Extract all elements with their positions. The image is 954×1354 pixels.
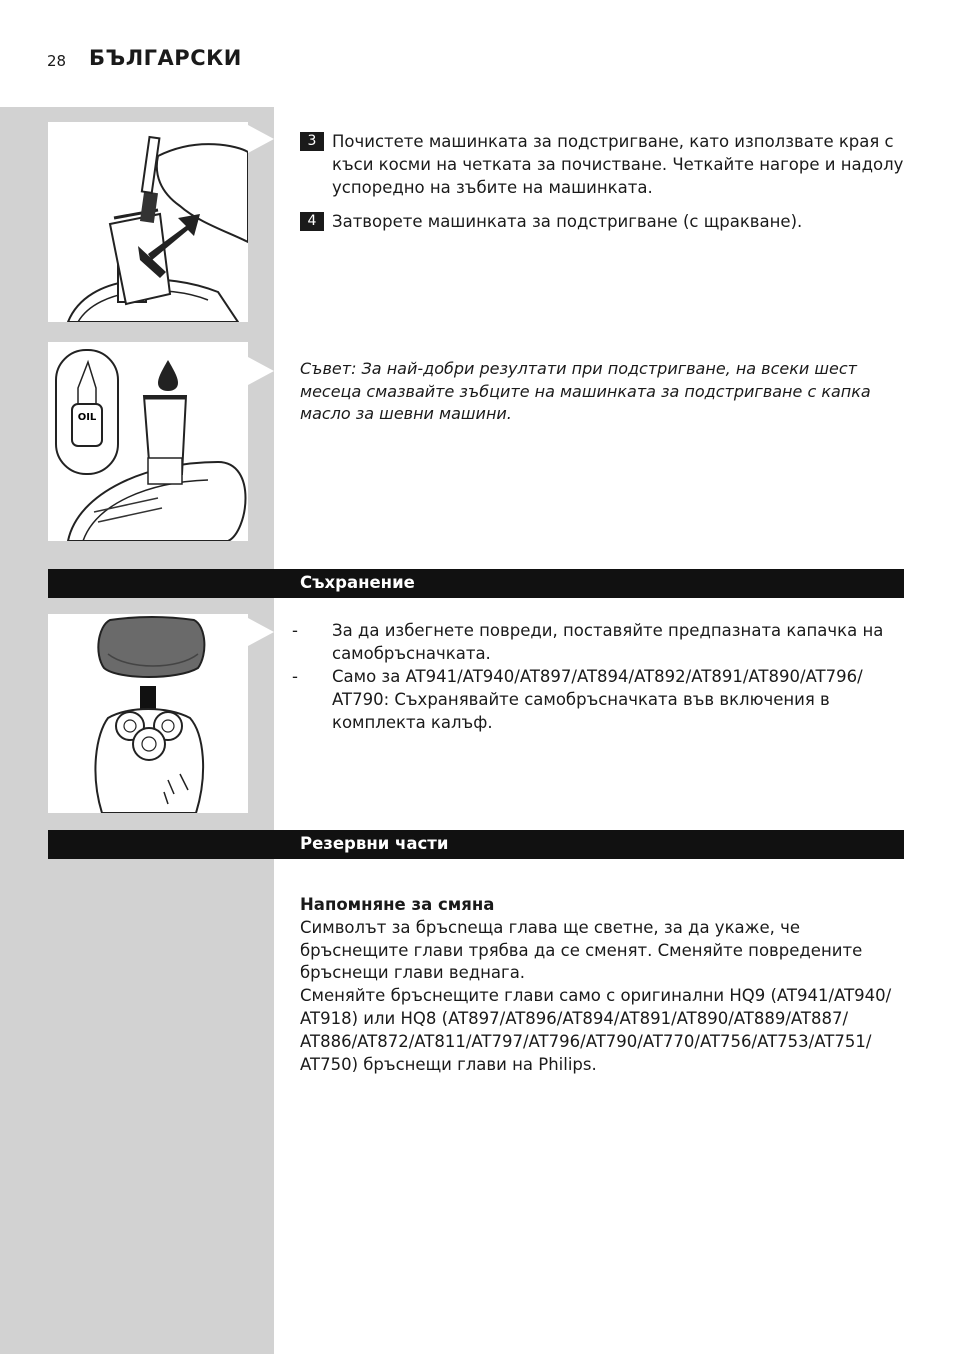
list-item-text: Само за AT941/AT940/AT897/AT894/AT892/AT891/AT890/AT796/ AT790: Съхранявайте самобръсначката във включения в комплекта калъф. [332, 667, 863, 732]
cap-illustration [48, 614, 248, 813]
oil-illustration [48, 342, 248, 541]
page-number: 28 [47, 52, 67, 70]
replacement-reminder [300, 894, 904, 1076]
reminder-subtitle: Напомняне за смяна [300, 895, 495, 914]
section-title: Съхранение [300, 573, 415, 592]
list-dash: - [292, 667, 298, 686]
step-number: 4 [300, 212, 324, 231]
list-item-text: За да избегнете повреди, поставяйте предпазната капачка на самобръсначката. [332, 621, 884, 663]
oil-bottle-trimmer-illustration [48, 342, 248, 541]
callout-pointer [248, 618, 274, 646]
step-4 [300, 210, 906, 233]
step-text: Затворете машинката за подстригване (с щракване). [332, 212, 803, 231]
list-item [292, 665, 904, 734]
list-item [292, 619, 904, 665]
section-header-storage [48, 569, 904, 598]
tip-text: Съвет: За най-добри резултати при подстригване, на всеки шест месеца смазвайте зъбците на машинката за подстригване с капка масло за шевни машини. [300, 359, 871, 423]
section-title: Резервни части [300, 834, 449, 853]
step-3 [300, 130, 906, 199]
callout-pointer [248, 357, 274, 385]
reminder-paragraph: Символът за бръсneща глава ще светне, за да укаже, че бръснещите глави трябва да се сменят. Сменяйте повредените бръснещи глави веднага. [300, 917, 863, 983]
cleaning-brush-trimmer-illustration [48, 122, 248, 322]
list-dash: - [292, 621, 298, 640]
step-number: 3 [300, 132, 324, 151]
reminder-paragraph: Сменяйте бръснещите глави само с оригинални HQ9 (AT941/AT940/ AT918) или HQ8 (AT897/AT896/AT894/AT891/AT890/AT889/AT887/ AT886/AT872/AT811/AT797/AT796/AT790/AT770/AT756/AT753/AT751/ AT750) бръснещи глави на Philips. [300, 986, 892, 1074]
protection-cap-shaver-illustration [48, 614, 248, 813]
section-header-spare-parts [48, 830, 904, 859]
step-text: Почистете машинката за подстригване, като използвате края с къси косми на четката за почистване. Четкайте нагоре и надолу успоредно на зъбите на машинката. [332, 132, 904, 197]
language-title: БЪЛГАРСКИ [89, 46, 242, 70]
storage-list [292, 619, 904, 734]
oil-bottle-label: OIL [77, 412, 97, 423]
callout-pointer [248, 125, 274, 153]
brush-illustration [48, 122, 248, 322]
